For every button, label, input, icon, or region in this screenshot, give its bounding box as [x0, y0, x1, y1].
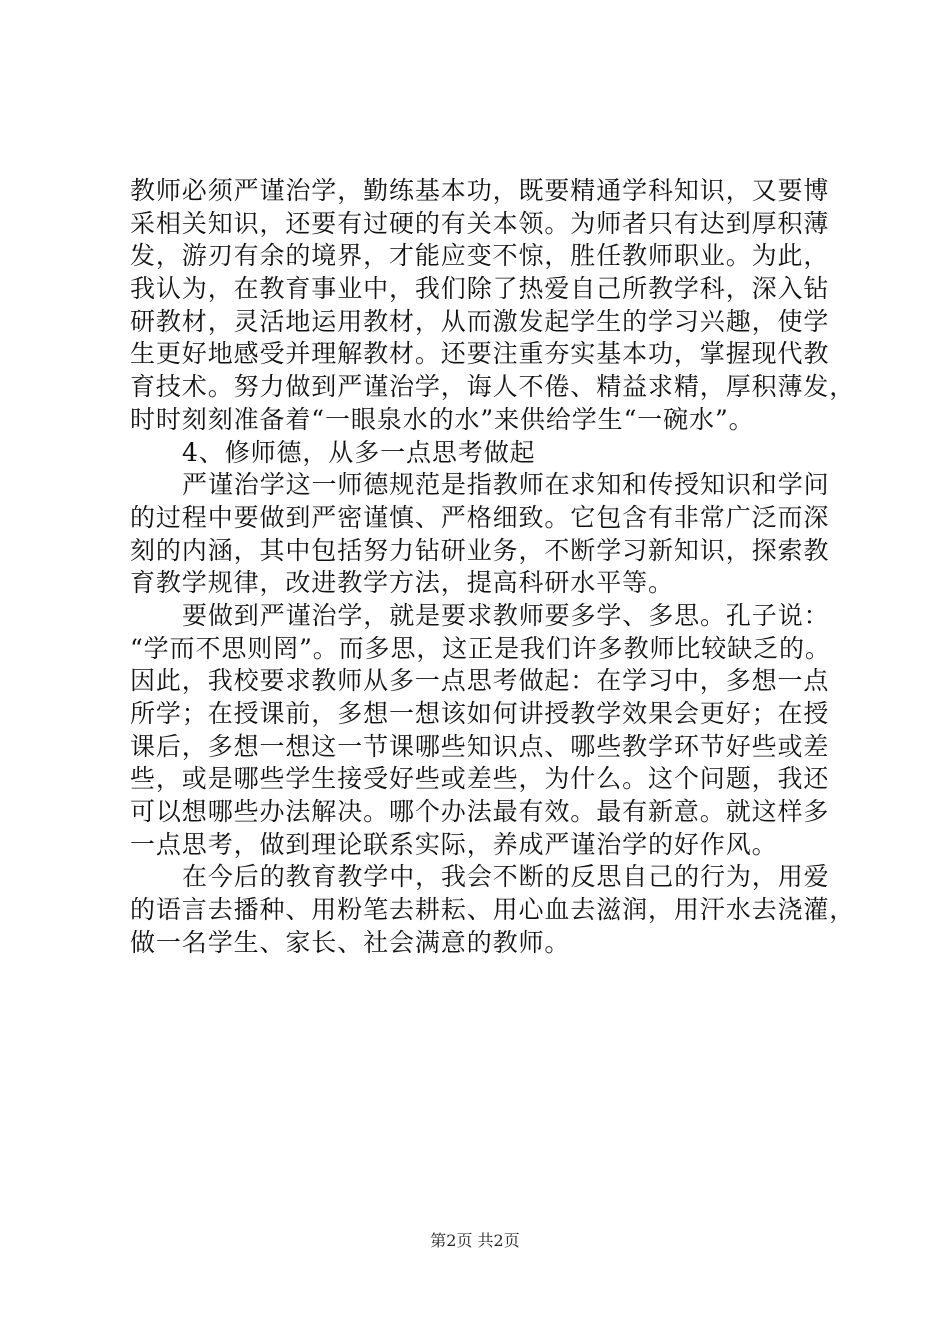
text-line: 因此，我校要求教师从多一点思考做起：在学习中，多想一点 [130, 666, 830, 696]
text-line: 课后，多想一想这一节课哪些知识点、哪些教学环节好些或差 [130, 731, 830, 761]
paragraph-first-line: 在今后的教育教学中，我会不断的反思自己的行为，用爱 [182, 862, 830, 892]
text-line: 做一名学生、家长、社会满意的教师。 [130, 927, 571, 957]
text-line: 的过程中要做到严密谨慎、严格细致。它包含有非常广泛而深 [130, 502, 830, 532]
text-line: 教师必须严谨治学，勤练基本功，既要精通学科知识，又要博 [130, 176, 830, 205]
section-heading: 4、修师德，从多一点思考做起 [182, 437, 536, 467]
text-line: 所学；在授课前，多想一想该如何讲授教学效果会更好；在授 [130, 699, 830, 728]
text-line: 时时刻刻准备着“一眼泉水的水”来供给学生“一碗水”。 [130, 404, 755, 434]
text-line: 我认为，在教育事业中，我们除了热爱自己所教学科，深入钻 [130, 274, 830, 304]
text-line: 刻的内涵，其中包括努力钻研业务，不断学习新知识，探索教 [130, 535, 830, 565]
text-line: 发，游刃有余的境界，才能应变不惊，胜任教师职业。为此， [130, 241, 830, 271]
text-line: 些，或是哪些学生接受好些或差些，为什么。这个问题，我还 [130, 764, 830, 794]
paragraph-first-line: 要做到严谨治学，就是要求教师要多学、多思。孔子说： [182, 600, 830, 630]
text-line: “学而不思则罔”。而多思，这正是我们许多教师比较缺乏的。 [130, 633, 831, 663]
text-line: 的语言去播种、用粉笔去耕耘、用心血去滋润，用汗水去浇灌， [130, 895, 856, 925]
text-line: 可以想哪些办法解决。哪个办法最有效。最有新意。就这样多 [130, 797, 830, 827]
text-line: 生更好地感受并理解教材。还要注重夯实基本功，掌握现代教 [130, 339, 830, 369]
text-line: 采相关知识，还要有过硬的有关本领。为师者只有达到厚积薄 [130, 208, 830, 238]
text-line: 研教材，灵活地运用教材，从而激发起学生的学习兴趣，使学 [130, 306, 830, 336]
page-footer [0, 1228, 950, 1251]
text-line: 育教学规律，改进教学方法，提高科研水平等。 [130, 568, 674, 598]
text-line: 一点思考，做到理论联系实际，养成严谨治学的好作风。 [130, 829, 778, 859]
page-number-label: 第2页 共2页 [430, 1231, 520, 1250]
text-line: 育技术。努力做到严谨治学，诲人不倦、精益求精，厚积薄发， [130, 372, 856, 402]
body-text [130, 175, 856, 960]
paragraph-first-line: 严谨治学这一师德规范是指教师在求知和传授知识和学问 [182, 470, 830, 500]
